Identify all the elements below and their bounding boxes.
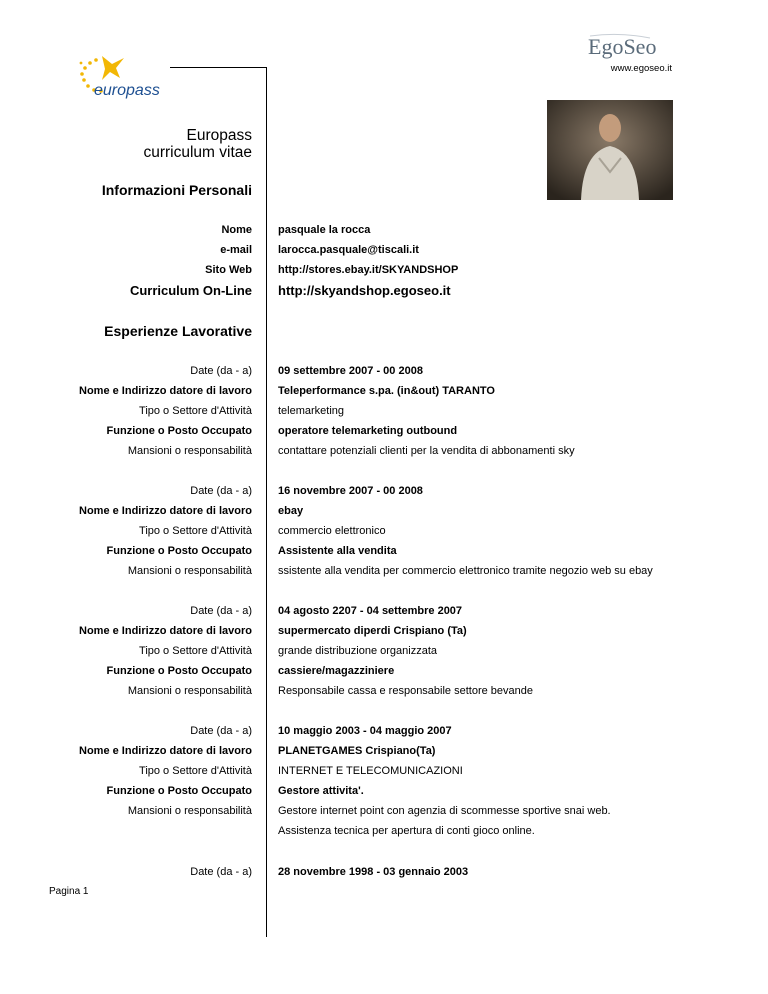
label-sector: Tipo o Settore d'Attività [139,645,252,657]
label-employer: Nome e Indirizzo datore di lavoro [79,385,252,397]
label-date: Date (da - a) [190,485,252,497]
label-sector: Tipo o Settore d'Attività [139,765,252,777]
job-date: 04 agosto 2207 - 04 settembre 2007 [278,605,463,617]
egoseo-logo [580,32,676,62]
photo-image [547,100,673,200]
job-date: 16 novembre 2007 - 00 2008 [278,485,423,497]
label-sector: Tipo o Settore d'Attività [139,525,252,537]
cv-title [143,127,252,161]
job-sector: grande distribuzione organizzata [278,645,437,657]
label-cv-online: Curriculum On-Line [129,283,252,298]
value-website[interactable]: http://stores.ebay.it/SKYANDSHOP [278,264,459,276]
job-date: 09 settembre 2007 - 00 2008 [278,365,423,377]
column-divider [266,67,267,937]
value-cv-online[interactable]: http://skyandshop.egoseo.it [278,283,451,298]
label-email: e-mail [220,244,252,256]
job-duties: contattare potenziali clienti per la vendita di abbonamenti sky [278,445,575,457]
job-role: operatore telemarketing outbound [278,425,458,437]
label-duties: Mansioni o responsabilità [127,565,252,577]
label-duties: Mansioni o responsabilità [127,685,252,697]
europass-logo-text: europass [94,82,160,99]
job-employer: Teleperformance s.pa. (in&out) TARANTO [278,385,495,397]
label-employer: Nome e Indirizzo datore di lavoro [79,505,252,517]
section-heading-personal: Informazioni Personali [101,182,252,198]
label-sector: Tipo o Settore d'Attività [139,405,252,417]
job-role: Gestore attivita'. [278,785,364,797]
label-date: Date (da - a) [190,725,252,737]
header-rule [170,67,267,68]
job-duties: ssistente alla vendita per commercio elettronico tramite negozio web su ebay [278,565,653,577]
egoseo-logo-mark [580,32,676,62]
profile-photo [547,100,673,200]
label-role: Funzione o Posto Occupato [106,425,252,437]
cv-title-line2: curriculum vitae [143,144,252,161]
label-date: Date (da - a) [190,605,252,617]
job-employer: ebay [278,505,304,517]
label-date: Date (da - a) [190,866,252,878]
value-email[interactable]: larocca.pasquale@tiscali.it [278,244,419,256]
label-role: Funzione o Posto Occupato [106,545,252,557]
egoseo-url[interactable]: www.egoseo.it [610,63,672,74]
job-employer: PLANETGAMES Crispiano(Ta) [278,745,436,757]
cv-title-line1: Europass [186,127,252,144]
job-duties: Responsabile cassa e responsabile settore bevande [278,685,533,697]
europass-logo [72,50,178,102]
job-date: 10 maggio 2003 - 04 maggio 2007 [278,725,452,737]
label-duties: Mansioni o responsabilità [127,805,252,817]
label-role: Funzione o Posto Occupato [106,785,252,797]
egoseo-logo-text: EgoSeo [588,34,657,59]
europass-logo-mark [72,50,178,102]
label-website: Sito Web [205,264,252,276]
section-heading-experience: Esperienze Lavorative [104,323,252,339]
figure-icon [102,56,124,80]
job-duties: Gestore internet point con agenzia di scommesse sportive snai web. [278,805,611,817]
job-sector: INTERNET E TELECOMUNICAZIONI [278,765,463,777]
label-employer: Nome e Indirizzo datore di lavoro [79,625,252,637]
label-role: Funzione o Posto Occupato [106,665,252,677]
job-role: cassiere/magazziniere [278,665,395,677]
label-date: Date (da - a) [190,365,252,377]
job-employer: supermercato diperdi Crispiano (Ta) [278,625,467,637]
job-role: Assistente alla vendita [278,545,397,557]
label-employer: Nome e Indirizzo datore di lavoro [79,745,252,757]
job-sector: telemarketing [278,405,345,417]
label-name: Nome [221,224,252,236]
label-duties: Mansioni o responsabilità [127,445,252,457]
job-duties-line2: Assistenza tecnica per apertura di conti gioco online. [278,825,535,837]
value-name: pasquale la rocca [278,224,371,236]
job-date: 28 novembre 1998 - 03 gennaio 2003 [278,866,469,878]
job-sector: commercio elettronico [278,525,386,537]
page-number: Pagina 1 [49,886,89,897]
